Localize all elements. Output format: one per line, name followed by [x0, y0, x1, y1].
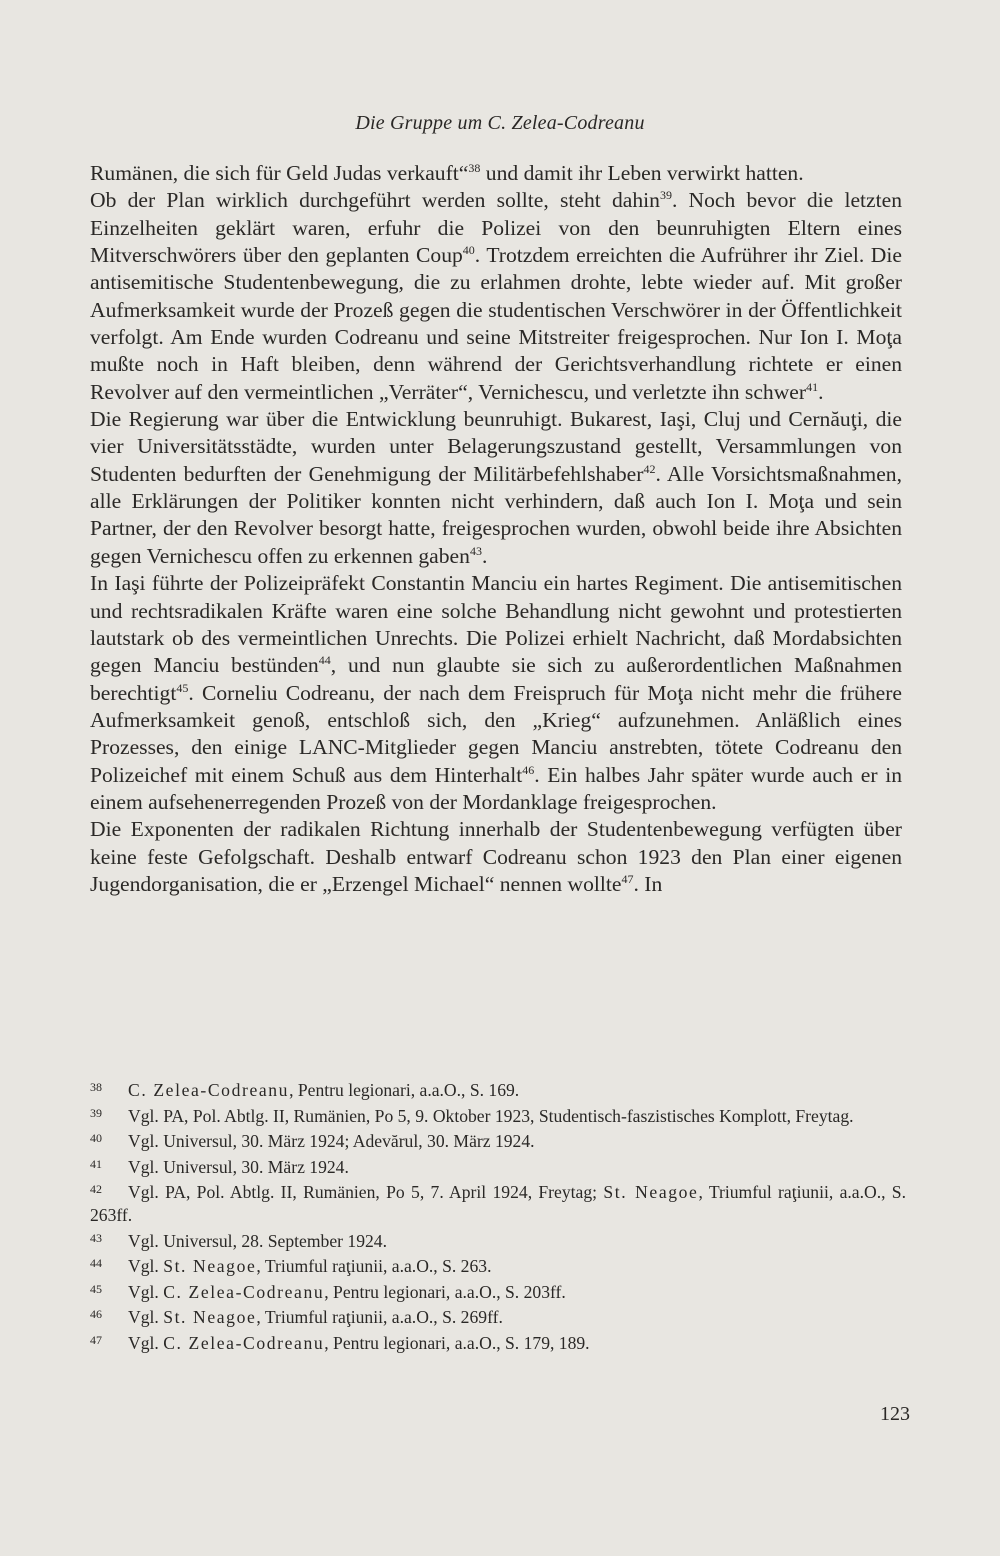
author-name: C. Zelea-Codreanu [163, 1332, 325, 1353]
footnote [90, 1076, 906, 1102]
paragraph [90, 187, 902, 406]
footnote-text: Vgl. [128, 1256, 164, 1277]
footnote-text: , Triumful raţiunii, a.a.O., S. 263. [256, 1256, 492, 1277]
text-run: . Noch bevor die letzten Einzelheiten geklärt waren, erfuhr die Polizei von den beunruhigten Eltern eines Mitverschwörers über den geplanten Coup [90, 188, 903, 268]
text-run: Rumänen, die sich für Geld Judas verkauft“ [90, 161, 469, 185]
footnote-text: Vgl. Universul, 28. September 1924. [128, 1230, 387, 1251]
footnote-text: Vgl. PA, Pol. Abtlg. II, Rumänien, Po 5, 9. Oktober 1923, Studentisch-faszistisches Komplott, Freytag. [128, 1105, 854, 1126]
footnote-text: , Pentru legionari, a.a.O., S. 169. [289, 1080, 520, 1100]
paragraph [90, 160, 902, 187]
footnote [90, 1252, 906, 1278]
footnote [90, 1303, 906, 1329]
text-run: . [481, 543, 488, 568]
author-name: C. Zelea-Codreanu [128, 1080, 290, 1100]
text-run: Ob der Plan wirklich durchgeführt werden sollte, steht dahin [90, 188, 660, 213]
author-name: St. Neagoe [163, 1307, 257, 1328]
footnote-text: Vgl. [128, 1332, 164, 1353]
footnote-number: 40 [90, 1131, 102, 1146]
text-run: Die Exponenten der radikalen Richtung innerhalb der Studentenbewegung verfügten über keine feste Gefolgschaft. Deshalb entwarf Codreanu schon 1923 den Plan einer eigenen Jugendorganisation, die er „Erzengel Michael“ nennen wollte [90, 817, 902, 896]
footnotes [90, 1076, 906, 1355]
footnote-number: 42 [90, 1182, 102, 1197]
footnote-number: 39 [90, 1105, 102, 1120]
footnote-ref: 42 [643, 461, 656, 476]
footnote-text: Vgl. [128, 1281, 164, 1302]
paragraph [90, 816, 902, 898]
footnote [90, 1178, 906, 1226]
footnote-text: Vgl. PA, Pol. Abtlg. II, Rumänien, Po 5, 7. April 1924, Freytag; [128, 1182, 604, 1203]
running-head: Die Gruppe um C. Zelea-Codreanu [355, 112, 645, 134]
text-run: In Iaşi führte der Polizeipräfekt Constantin Manciu ein hartes Regiment. Die antisemitischen und rechtsradikalen Kräfte waren eine solche Behandlung nicht gewohnt und protestierten lautstark ob des vermeintlichen Unrechts. Die Polizei erhielt Nachricht, daß Mordabsichten gegen Manciu bestünden [90, 571, 902, 678]
text-run: und damit ihr Leben verwirkt hatten. [480, 161, 804, 185]
footnote-text: Vgl. Universul, 30. März 1924. [128, 1156, 349, 1177]
footnote-ref: 46 [522, 762, 535, 777]
footnote [90, 1278, 906, 1304]
text-run: . Ein halbes Jahr später wurde auch er in einem aufsehenerregenden Prozeß von der Mordanklage freigesprochen. [90, 762, 902, 814]
footnote-text: , Pentru legionari, a.a.O., S. 203ff. [324, 1281, 566, 1302]
page-number: 123 [880, 1403, 910, 1425]
text-run: . Trotzdem erreichten die Aufrührer ihr Ziel. Die antisemitische Studentenbewegung, die zu erlahmen drohte, lebte wieder auf. Mit großer Aufmerksamkeit wurde der Prozeß gegen die studentischen Verschwörer in der Öffentlichkeit verfolgt. Am Ende wurden Codreanu und seine Mitstreiter freigesprochen. Nur Ion I. Moţa mußte noch in Haft bleiben, denn während der Gerichtsverhandlung richtete er einen Revolver auf den vermeintlichen „Verräter“, Vernichescu, und verletzte ihn schwer [90, 243, 902, 404]
footnote-ref: 43 [469, 543, 482, 558]
footnote [90, 1153, 906, 1179]
text-run: . [818, 379, 824, 404]
footnote [90, 1127, 906, 1153]
author-name: St. Neagoe [163, 1256, 257, 1277]
footnote-ref: 38 [468, 160, 481, 175]
footnote-ref: 44 [318, 653, 331, 667]
author-name: C. Zelea-Codreanu [163, 1281, 325, 1302]
footnote-number: 43 [90, 1230, 102, 1245]
text-run: . In [633, 871, 663, 896]
footnote-number: 44 [90, 1256, 102, 1271]
footnote [90, 1227, 906, 1253]
footnote-text: , Triumful raţiunii, a.a.O., S. 263ff. [90, 1182, 906, 1225]
paragraph [90, 570, 902, 816]
footnote-ref: 40 [462, 242, 475, 257]
paragraph [90, 406, 902, 570]
author-name: St. Neagoe [603, 1182, 699, 1203]
footnote-number: 41 [90, 1156, 102, 1171]
footnote-ref: 47 [621, 871, 634, 886]
footnote [90, 1102, 906, 1128]
footnote [90, 1329, 906, 1355]
footnote-ref: 41 [806, 379, 819, 394]
text-run: , und nun glaubte sie sich zu außerordentlichen Maßnahmen berechtigt [90, 653, 902, 705]
body-text [90, 160, 902, 898]
footnote-text: , Pentru legionari, a.a.O., S. 179, 189. [324, 1332, 590, 1353]
text-run: Die Regierung war über die Entwicklung beunruhigt. Bukarest, Iaşi, Cluj und Cernăuţi, die vier Universitätsstädte, wurden unter Belagerungszustand gestellt, Versammlungen von Studenten bedurften der Genehmigung der Militärbefehlshaber [90, 407, 902, 486]
footnote-ref: 39 [659, 188, 672, 203]
footnote-text: , Triumful raţiunii, a.a.O., S. 269ff. [256, 1307, 503, 1328]
footnote-number: 46 [90, 1307, 102, 1322]
footnote-number: 38 [90, 1080, 102, 1094]
footnote-text: Vgl. Universul, 30. März 1924; Adevărul, 30. März 1924. [128, 1131, 535, 1152]
text-run: . Corneliu Codreanu, der nach dem Freispruch für Moţa nicht mehr die frühere Aufmerksamkeit genoß, entschloß sich, den „Krieg“ aufzunehmen. Anläßlich eines Prozesses, den einige LANC-Mitglieder gegen Manciu anstrebten, tötete Codreanu den Polizeichef mit einem Schuß aus dem Hinterhalt [90, 680, 902, 787]
footnote-number: 47 [90, 1332, 102, 1347]
text-run: . Alle Vorsichtsmaßnahmen, alle Erklärungen der Politiker konnten nicht verhindern, daß auch Ion I. Moţa und sein Partner, der den Revolver besorgt hatte, freigesprochen wurden, obwohl beide ihre Absichten gegen Vernichescu offen zu erkennen gaben [90, 461, 902, 568]
footnote-ref: 45 [176, 680, 189, 695]
footnote-text: Vgl. [128, 1307, 164, 1328]
footnote-number: 45 [90, 1281, 102, 1296]
